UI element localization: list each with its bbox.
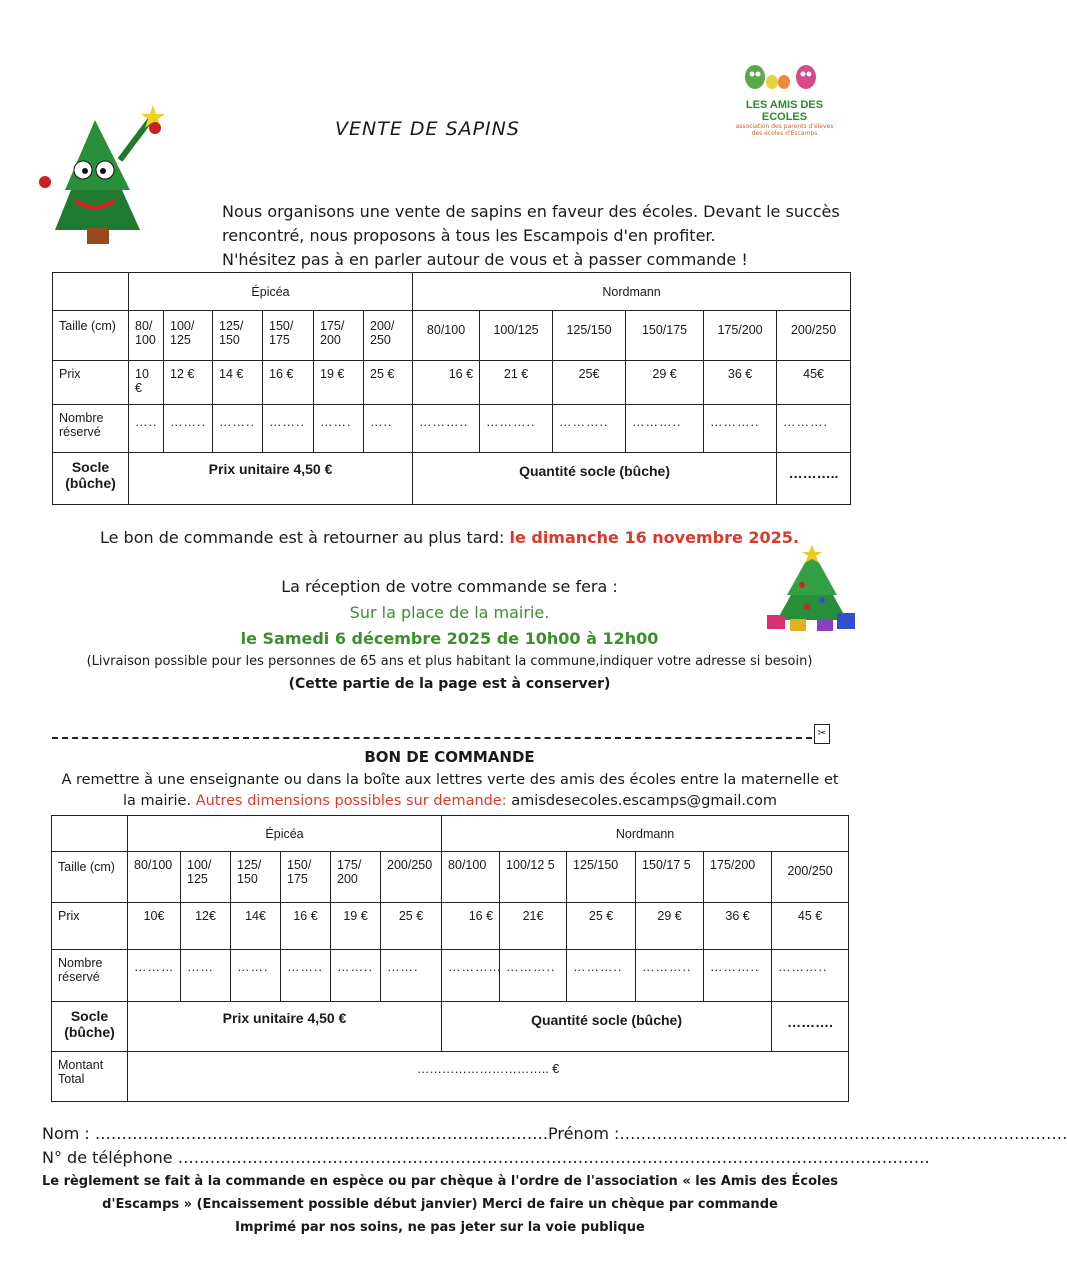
- price-cell: 19 €: [314, 361, 364, 405]
- other-sizes-note: Autres dimensions possibles sur demande:: [195, 793, 507, 809]
- row-label-nombre: Nombre réservé: [52, 950, 128, 1002]
- cartoon-tree-icon: [35, 100, 175, 250]
- row-label-nombre: Nombre réservé: [53, 405, 129, 453]
- quantity-field[interactable]: ………..: [553, 405, 626, 453]
- scissors-icon: ✂: [814, 724, 830, 744]
- page-title: VENTE DE SAPINS: [335, 118, 520, 140]
- row-label-prix: Prix: [53, 361, 129, 405]
- price-cell: 14 €: [213, 361, 263, 405]
- order-table: [51, 815, 849, 1102]
- reception-date: le Samedi 6 décembre 2025 de 10h00 à 12h00: [240, 629, 659, 648]
- size-cell: 80/100: [442, 852, 500, 903]
- quantity-field[interactable]: ………..: [500, 950, 567, 1002]
- quantity-field[interactable]: ……: [181, 950, 231, 1002]
- size-cell: 175/200: [704, 852, 772, 903]
- size-cell: 150/17 5: [636, 852, 704, 903]
- quantity-field[interactable]: …..: [129, 405, 164, 453]
- keep-note: (Cette partie de la page est à conserver): [288, 676, 611, 692]
- price-cell: 25 €: [364, 361, 413, 405]
- size-cell: 125/ 150: [213, 311, 263, 361]
- size-cell: 100/ 125: [181, 852, 231, 903]
- size-cell: 175/200: [704, 311, 777, 361]
- quantity-field[interactable]: …..: [364, 405, 413, 453]
- montant-total-field[interactable]: ………………………….. €: [128, 1052, 849, 1102]
- price-cell: 25 €: [567, 903, 636, 950]
- quantity-field[interactable]: ………..: [626, 405, 704, 453]
- quantity-field[interactable]: ……….: [777, 405, 851, 453]
- reception-place: Sur la place de la mairie.: [349, 603, 550, 622]
- species-epicea: Épicéa: [129, 273, 413, 311]
- corner-cell: [52, 816, 128, 852]
- price-cell: 36 €: [704, 903, 772, 950]
- price-cell: 29 €: [626, 361, 704, 405]
- nom-field[interactable]: Nom : ………………………………………………………………………….: [42, 1124, 548, 1143]
- size-cell: 175/ 200: [314, 311, 364, 361]
- size-cell: 150/ 175: [263, 311, 314, 361]
- corner-cell: [53, 273, 129, 311]
- footer-line1: Le règlement se fait à la commande en espèce ou par chèque à l'ordre de l'association « les Amis des Écoles: [41, 1174, 839, 1189]
- quantity-field[interactable]: ………..: [772, 950, 849, 1002]
- quantity-field[interactable]: …….: [231, 950, 281, 1002]
- socle-qty-label: Quantité socle (bûche): [413, 453, 777, 505]
- size-cell: 150/ 175: [281, 852, 331, 903]
- row-label-montant: Montant Total: [52, 1052, 128, 1102]
- price-cell: 16 €: [413, 361, 480, 405]
- row-label-socle: Socle (bûche): [52, 1002, 128, 1052]
- price-cell: 16 €: [281, 903, 331, 950]
- prenom-field[interactable]: Prénom :…………………………………………………………………………: [548, 1124, 1067, 1143]
- quantity-field[interactable]: …………: [442, 950, 500, 1002]
- instructions-mairie: la mairie.: [122, 793, 192, 809]
- size-cell: 100/ 125: [164, 311, 213, 361]
- size-cell: 200/250: [772, 852, 849, 903]
- contact-email[interactable]: amisdesecoles.escamps@gmail.com: [511, 793, 777, 809]
- row-label-socle: Socle (bûche): [53, 453, 129, 505]
- quantity-field[interactable]: ……..: [263, 405, 314, 453]
- price-cell: 16 €: [442, 903, 500, 950]
- quantity-field[interactable]: ………..: [413, 405, 480, 453]
- footer-line3: Imprimé par nos soins, ne pas jeter sur la voie publique: [235, 1220, 645, 1235]
- quantity-field[interactable]: …….: [381, 950, 442, 1002]
- footer: [30, 1170, 850, 1239]
- price-cell: 10 €: [129, 361, 164, 405]
- footer-line2: d'Escamps » (Encaissement possible début janvier) Merci de faire un chèque par commande: [102, 1197, 778, 1212]
- size-cell: 150/175: [626, 311, 704, 361]
- socle-qty-label: Quantité socle (bûche): [442, 1002, 772, 1052]
- size-cell: 125/ 150: [231, 852, 281, 903]
- quantity-field[interactable]: ……..: [281, 950, 331, 1002]
- intro-line: N'hésitez pas à en parler autour de vous et à passer commande !: [222, 250, 748, 269]
- delivery-note: (Livraison possible pour les personnes de 65 ans et plus habitant la commune,indiquer votre adresse si besoin): [86, 654, 813, 669]
- row-label-taille: Taille (cm): [52, 852, 128, 903]
- intro-line: rencontré, nous proposons à tous les Escampois d'en profiter.: [222, 226, 716, 245]
- quantity-field[interactable]: ………..: [480, 405, 553, 453]
- price-cell: 36 €: [704, 361, 777, 405]
- quantity-field[interactable]: ……..: [164, 405, 213, 453]
- price-cell: 45 €: [772, 903, 849, 950]
- logo-name: LES AMIS DES ECOLES: [745, 99, 824, 123]
- deadline-text: Le bon de commande est à retourner au plus tard:: [99, 528, 505, 547]
- price-cell: 16 €: [263, 361, 314, 405]
- price-cell: 10€: [128, 903, 181, 950]
- quantity-field[interactable]: ………..: [704, 405, 777, 453]
- row-label-prix: Prix: [52, 903, 128, 950]
- quantity-field[interactable]: ……..: [213, 405, 263, 453]
- size-cell: 100/12 5: [500, 852, 567, 903]
- instructions-line2: [40, 791, 860, 812]
- species-nordmann: Nordmann: [413, 273, 851, 311]
- species-nordmann: Nordmann: [442, 816, 849, 852]
- size-cell: 175/ 200: [331, 852, 381, 903]
- quantity-field[interactable]: ……..: [331, 950, 381, 1002]
- order-instructions: [40, 770, 860, 812]
- socle-qty-field[interactable]: ………..: [777, 453, 851, 505]
- price-cell: 29 €: [636, 903, 704, 950]
- price-cell: 21 €: [480, 361, 553, 405]
- name-row: [42, 1122, 1067, 1146]
- price-cell: 12€: [181, 903, 231, 950]
- socle-price: Prix unitaire 4,50 €: [129, 453, 413, 505]
- quantity-field[interactable]: ………..: [567, 950, 636, 1002]
- logo: [722, 60, 847, 138]
- quantity-field[interactable]: ………..: [636, 950, 704, 1002]
- quantity-field[interactable]: ………..: [704, 950, 772, 1002]
- size-cell: 200/250: [777, 311, 851, 361]
- intro-text: [222, 200, 840, 272]
- logo-sub2: des écoles d'Escamps: [751, 130, 818, 137]
- instructions-line1: A remettre à une enseignante ou dans la boîte aux lettres verte des amis des écoles entre la maternelle et: [61, 772, 839, 788]
- logo-monsters-icon: [722, 60, 847, 94]
- price-cell: 14€: [231, 903, 281, 950]
- order-form-title: BON DE COMMANDE: [364, 748, 535, 766]
- customer-fields: [42, 1122, 1067, 1170]
- size-cell: 100/125: [480, 311, 553, 361]
- intro-line: Nous organisons une vente de sapins en faveur des écoles. Devant le succès: [222, 202, 840, 221]
- tel-field[interactable]: N° de téléphone ……………………………………………………………………………………………………………………………: [42, 1148, 930, 1167]
- logo-sub1: association des parents d'élèves: [735, 123, 834, 130]
- size-cell: 80/ 100: [129, 311, 164, 361]
- price-table-top: [52, 272, 851, 505]
- quantity-field[interactable]: …….: [314, 405, 364, 453]
- price-cell: 19 €: [331, 903, 381, 950]
- size-cell: 200/250: [381, 852, 442, 903]
- reception-info: [0, 574, 899, 652]
- size-cell: 80/100: [128, 852, 181, 903]
- price-cell: 25€: [553, 361, 626, 405]
- row-label-taille: Taille (cm): [53, 311, 129, 361]
- size-cell: 125/150: [553, 311, 626, 361]
- price-cell: 21€: [500, 903, 567, 950]
- socle-qty-field[interactable]: ……….: [772, 1002, 849, 1052]
- deadline-date: le dimanche 16 novembre 2025.: [509, 528, 799, 547]
- price-cell: 25 €: [381, 903, 442, 950]
- size-cell: 125/150: [567, 852, 636, 903]
- size-cell: 80/100: [413, 311, 480, 361]
- quantity-field[interactable]: ………: [128, 950, 181, 1002]
- price-cell: 45€: [777, 361, 851, 405]
- size-cell: 200/ 250: [364, 311, 413, 361]
- reception-line1: La réception de votre commande se fera :: [281, 577, 618, 596]
- price-cell: 12 €: [164, 361, 213, 405]
- socle-price: Prix unitaire 4,50 €: [128, 1002, 442, 1052]
- species-epicea: Épicéa: [128, 816, 442, 852]
- cut-line: [52, 737, 812, 739]
